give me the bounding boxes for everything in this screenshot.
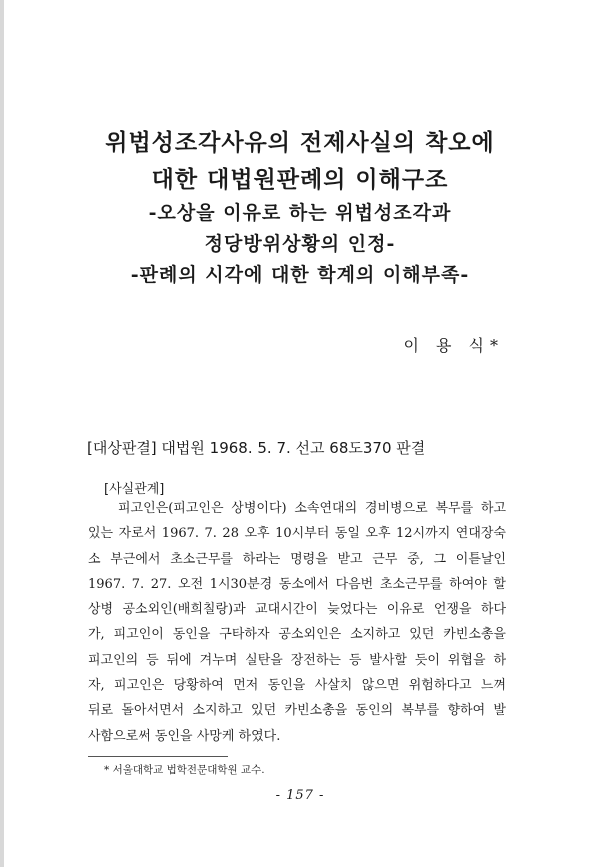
- body-line: 상병 공소외인(배희칠랑)과 교대시간이 늦었다는 이유로 언쟁을 하다: [88, 602, 506, 618]
- body-line: 있는 자로서 1967. 7. 28 오후 10시부터 동일 오후 12시까지 연대장숙: [88, 526, 506, 542]
- page-number: - 157 -: [275, 788, 325, 803]
- body-line: 소 부근에서 초소근무를 하라는 명령을 받고 근무 중, 그 이튿날인: [88, 551, 506, 567]
- author-name: 이 용 식*: [403, 336, 504, 355]
- subtitle-line-1: -오상을 이유로 하는 위법성조각과: [148, 202, 452, 224]
- footnote: * 서울대학교 법학전문대학원 교수.: [104, 764, 265, 776]
- subtitle-line-2: 정당방위상황의 인정-: [204, 233, 396, 255]
- body-line: 피고인의 등 뒤에 겨누며 실탄을 장전하는 등 발사할 듯이 위협을 하: [88, 652, 506, 668]
- body-line: 1967. 7. 27. 오전 1시30분경 동소에서 다음번 초소근무를 하여야 할: [88, 576, 506, 592]
- body-line: 뒤로 돌아서면서 소지하고 있던 카빈소총을 동인의 복부를 향하여 발: [88, 703, 506, 719]
- body-line: 가, 피고인이 동인을 구타하자 공소외인은 소지하고 있던 카빈소총을: [88, 627, 506, 643]
- title-block: [0, 124, 600, 291]
- title-line-1: 위법성조각사유의 전제사실의 착오에: [105, 129, 495, 156]
- body-line: 자, 피고인은 당황하여 먼저 동인을 사살치 않으면 위험하다고 느껴: [88, 678, 506, 694]
- section-heading: [사실관계]: [104, 482, 165, 497]
- footnote-rule: [88, 756, 228, 757]
- subtitle-line-3: -판례의 시각에 대한 학계의 이해부족-: [130, 264, 470, 286]
- title-line-2: 대한 대법원판례의 이해구조: [151, 166, 449, 193]
- body-line: 피고인은(피고인은 상병이다) 소속연대의 경비병으로 복무를 하고: [118, 501, 506, 516]
- body-line: 사함으로써 동인을 사망케 하였다.: [88, 728, 281, 744]
- case-reference: [대상판결] 대법원 1968. 5. 7. 선고 68도370 판결: [87, 439, 426, 457]
- facts-paragraph: [88, 496, 506, 749]
